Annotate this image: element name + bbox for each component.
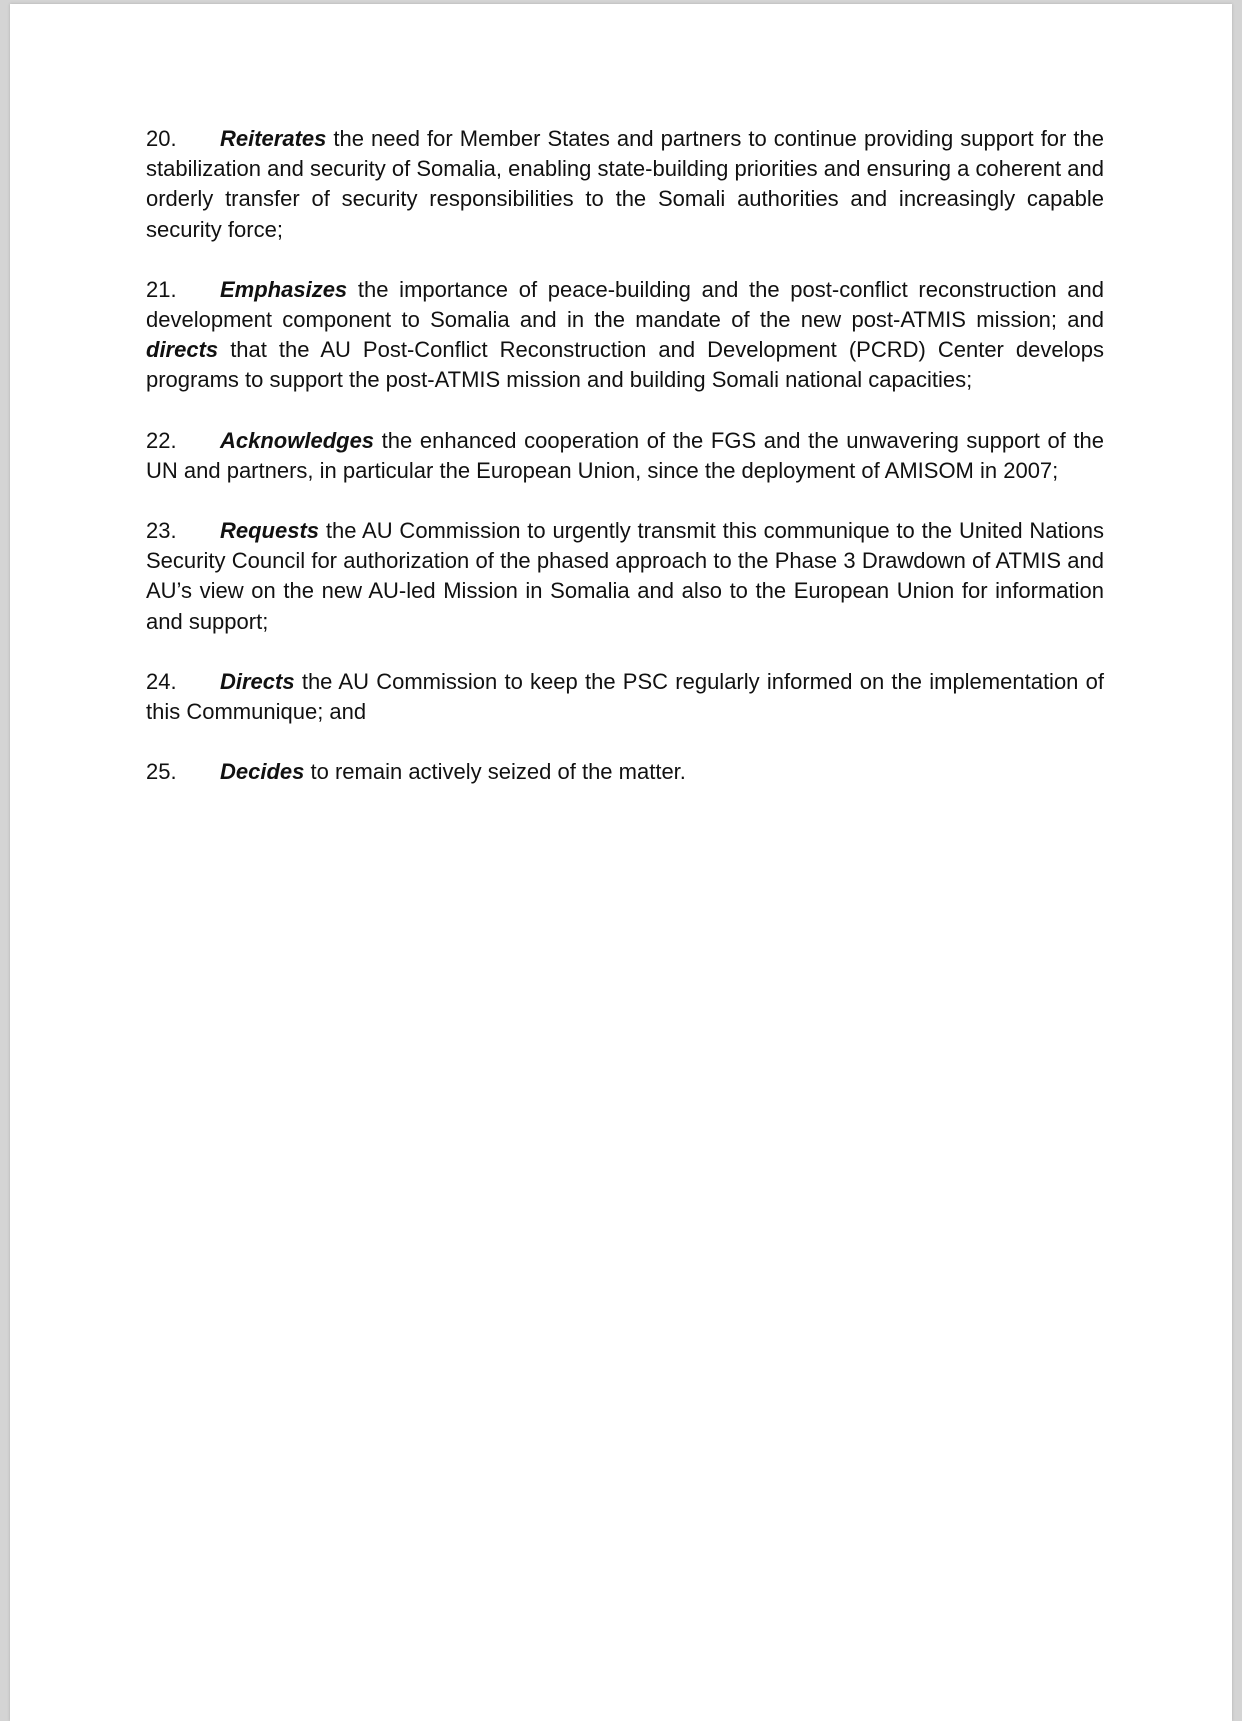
paragraph-number: 25. [146, 759, 177, 785]
paragraph-keyword: Requests [220, 518, 320, 544]
paragraph-list [146, 124, 1104, 817]
paragraph-24 [146, 667, 1104, 727]
paragraph-22 [146, 426, 1104, 486]
paragraph-text: to remain actively seized of the matter. [304, 759, 686, 785]
paragraph-number: 22. [146, 427, 177, 453]
paragraph-text: the enhanced cooperation of the FGS and the unwavering support of the UN and partners, in particular the European Union, since the deployment of AMISOM in 2007; [146, 427, 1104, 483]
paragraph-keyword: Reiterates [220, 126, 327, 151]
paragraph-keyword: Acknowledges [220, 427, 375, 453]
paragraph-text: the AU Commission to keep the PSC regularly informed on the implementation of this Communique; and [146, 668, 1104, 725]
document-page [10, 4, 1232, 1721]
paragraph-keyword: Directs [220, 668, 295, 694]
paragraph-20 [146, 124, 1104, 245]
paragraph-number: 21. [146, 276, 177, 302]
paragraph-number: 20. [146, 126, 177, 151]
paragraph-text: the AU Commission to urgently transmit this communique to the United Nations Security Council for authorization of the phased approach to the Phase 3 Drawdown of ATMIS and AU’s view on the new AU-led Mission in Somalia and also to the European Union for information and support; [146, 518, 1104, 634]
paragraph-23 [146, 516, 1104, 637]
paragraph-number: 24. [146, 668, 177, 694]
paragraph-text: the need for Member States and partners to continue providing support for the stabilization and security of Somalia, enabling state-building priorities and ensuring a coherent and orderly transfer of security responsibilities to the Somali authorities and increasingly capable security force; [146, 126, 1104, 242]
paragraph-text: the importance of peace-building and the post-conflict reconstruction and development component to Somalia and in the mandate of the new post-ATMIS mission; and [146, 276, 1104, 333]
paragraph-keyword: Decides [220, 759, 305, 785]
paragraph-keyword: Emphasizes [220, 276, 348, 302]
paragraph-keyword-secondary: directs [146, 337, 219, 363]
paragraph-25 [146, 757, 1104, 787]
paragraph-21 [146, 275, 1104, 396]
paragraph-number: 23. [146, 518, 177, 544]
paragraph-text-continued: that the AU Post-Conflict Reconstruction and Development (PCRD) Center develops programs to support the post-ATMIS mission and building Somali national capacities; [146, 337, 1104, 393]
